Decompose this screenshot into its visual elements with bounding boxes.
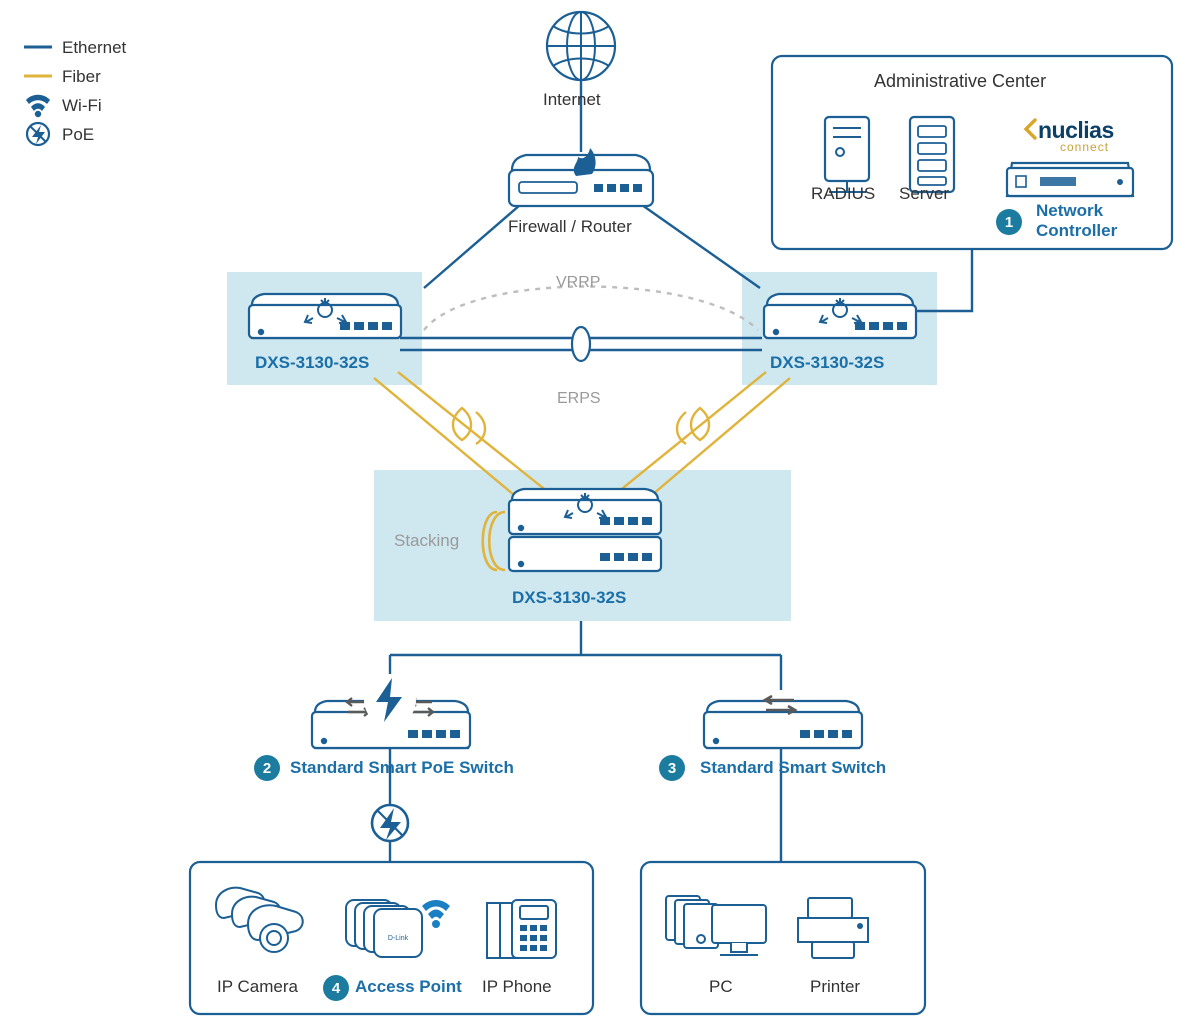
badge-network-controller: 1 [996,209,1022,235]
label-server: Server [899,184,950,203]
label-pc: PC [709,977,733,996]
label-core-switch-right: DXS-3130-32S [770,353,885,372]
label-ip-camera: IP Camera [217,977,298,996]
badge-poe-switch: 2 [254,755,280,781]
label-firewall-router: Firewall / Router [508,217,632,236]
label-network-controller-line2: Controller [1036,221,1118,240]
legend-label-fiber: Fiber [62,67,101,86]
label-ip-phone: IP Phone [482,977,552,996]
label-smart-switch: Standard Smart Switch [700,758,887,777]
label-internet: Internet [543,90,601,109]
legend-poe-icon [27,123,49,145]
label-stacking: Stacking [394,531,460,550]
svg-text:D-Link: D-Link [387,935,409,942]
label-vrrp: VRRP [556,274,601,291]
legend-label-poe: PoE [62,125,95,144]
legend-label-ethernet: Ethernet [62,38,127,57]
legend-label-wifi: Wi-Fi [62,96,102,115]
label-network-controller-line1: Network [1036,201,1104,220]
nuclias-brand-text: nuclias [1038,117,1114,143]
badge-smart-switch: 3 [659,755,685,781]
label-erps-visible: ERPS [557,390,601,407]
label-radius: RADIUS [811,184,876,203]
badge-access-point: 4 [323,975,349,1001]
label-core-switch-left: DXS-3130-32S [255,353,370,372]
label-poe-switch: Standard Smart PoE Switch [290,758,514,777]
label-access-point: Access Point [355,977,462,996]
label-admin-center: Administrative Center [874,71,1047,91]
legend-wifi-icon [26,95,50,117]
nuclias-sub-text: connect [1060,140,1110,154]
label-printer: Printer [810,977,861,996]
label-core-switch-stack: DXS-3130-32S [512,588,627,607]
